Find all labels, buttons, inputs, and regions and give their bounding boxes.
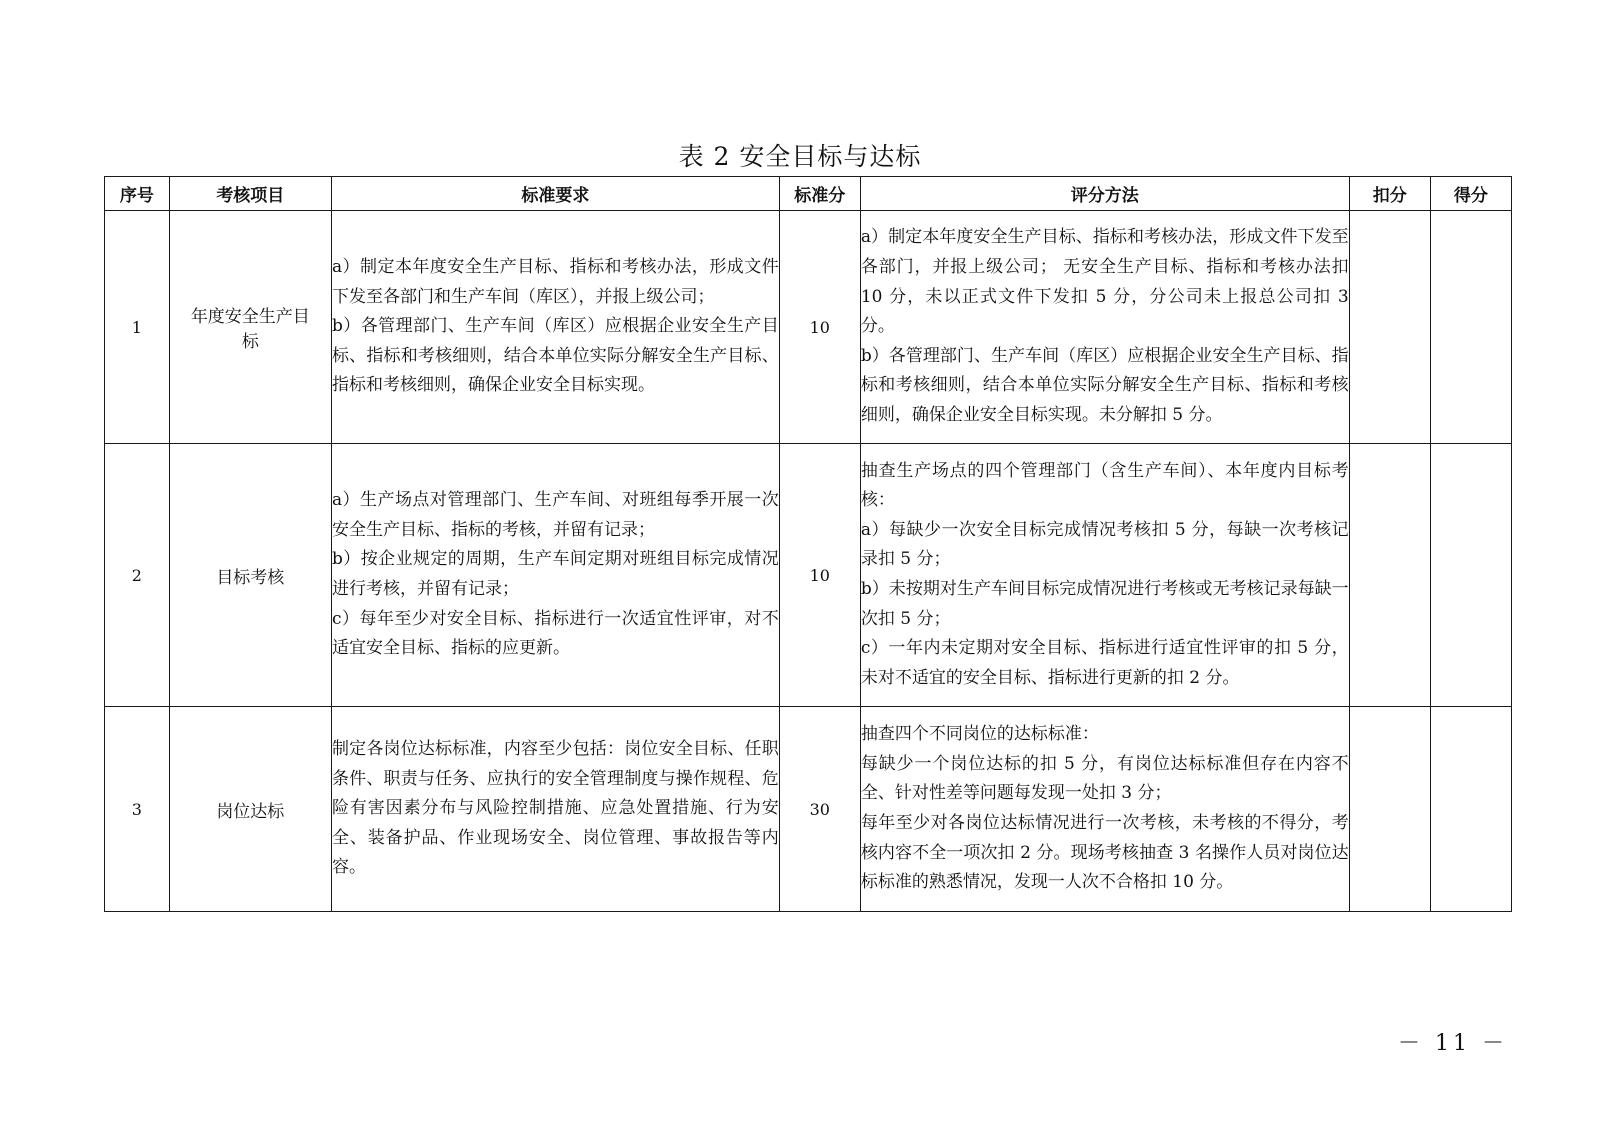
row-item-text: 岗位达标 <box>216 801 285 822</box>
requirement-line: b）按企业规定的周期，生产车间定期对班组目标完成情况进行考核，并留有记录； <box>331 549 779 599</box>
header-deduct: 扣分 <box>1349 177 1430 211</box>
assessment-table <box>104 176 1512 912</box>
method-line: a）每缺少一次安全目标完成情况考核扣 5 分，每缺一次考核记录扣 5 分； <box>860 519 1349 570</box>
header-item: 考核项目 <box>169 177 331 211</box>
header-score: 标准分 <box>779 177 860 211</box>
table-row <box>105 444 1512 707</box>
row-deduct <box>1349 211 1430 444</box>
row-item <box>169 444 331 707</box>
row-deduct <box>1349 444 1430 707</box>
row-score: 30 <box>779 707 860 912</box>
row-item <box>169 707 331 912</box>
row-score: 10 <box>779 444 860 707</box>
row-item <box>169 211 331 444</box>
header-index: 序号 <box>105 177 170 211</box>
header-requirement: 标准要求 <box>331 177 779 211</box>
method-line: c）一年内未定期对安全目标、指标进行适宜性评审的扣 5 分，未对不适宜的安全目标、指标进行更新的扣 2 分。 <box>860 638 1349 688</box>
row-requirement <box>331 707 779 912</box>
row-item-text: 年度安全生产目标 <box>190 307 310 352</box>
row-index: 2 <box>105 444 170 707</box>
row-method <box>860 707 1349 912</box>
requirement-line: a）制定本年度安全生产目标、指标和考核办法，形成文件下发至各部门和生产车间（库区），并报上级公司； <box>331 257 779 307</box>
table-title: 表 2 安全目标与达标 <box>678 142 922 171</box>
row-requirement <box>331 444 779 707</box>
requirement-line: a）生产场点对管理部门、生产车间、对班组每季开展一次安全生产目标、指标的考核，并留有记录； <box>331 490 779 540</box>
method-line: b）未按期对生产车间目标完成情况进行考核或无考核记录每缺一次扣 5 分； <box>860 579 1349 629</box>
row-item-text: 目标考核 <box>216 567 285 588</box>
row-index: 1 <box>105 211 170 444</box>
method-line: 抽查生产场点的四个管理部门（含生产车间）、本年度内目标考核： <box>860 460 1349 511</box>
table-row <box>105 707 1512 912</box>
method-line: b）各管理部门、生产车间（库区）应根据企业安全生产目标、指标和考核细则，结合本单位实际分解安全生产目标、指标和考核细则，确保企业安全目标实现。未分解扣 5 分。 <box>860 345 1349 425</box>
row-score: 10 <box>779 211 860 444</box>
row-result <box>1430 211 1511 444</box>
method-line: a）制定本年度安全生产目标、指标和考核办法，形成文件下发至各部门，并报上级公司； 无安全生产目标、指标和考核办法扣 10 分，未以正式文件下发扣 5 分，分公司未上报总公司扣 3 分。 <box>860 227 1349 337</box>
table-row <box>105 211 1512 444</box>
method-line: 抽查四个不同岗位的达标标准： <box>860 724 1099 745</box>
row-method <box>860 444 1349 707</box>
row-result <box>1430 707 1511 912</box>
page-number: － 11 － <box>1398 1031 1508 1056</box>
requirement-line: b）各管理部门、生产车间（库区）应根据企业安全生产目标、指标和考核细则，结合本单位实际分解安全生产目标、指标和考核细则，确保企业安全目标实现。 <box>331 316 779 396</box>
requirement-line: c）每年至少对安全目标、指标进行一次适宜性评审，对不适宜安全目标、指标的应更新。 <box>331 608 779 659</box>
row-requirement <box>331 211 779 444</box>
row-index: 3 <box>105 707 170 912</box>
row-deduct <box>1349 707 1430 912</box>
method-line: 每年至少对各岗位达标情况进行一次考核，未考核的不得分，考核内容不全一项次扣 2 分。现场考核抽查 3 名操作人员对岗位达标标准的熟悉情况，发现一人次不合格扣 10 分。 <box>860 813 1349 893</box>
header-method: 评分方法 <box>860 177 1349 211</box>
row-method <box>860 211 1349 444</box>
row-result <box>1430 444 1511 707</box>
method-line: 每缺少一个岗位达标的扣 5 分，有岗位达标标准但存在内容不全、针对性差等问题每发现一处扣 3 分； <box>860 753 1349 804</box>
header-result: 得分 <box>1430 177 1511 211</box>
requirement-line: 制定各岗位达标标准，内容至少包括：岗位安全目标、任职条件、职责与任务、应执行的安全管理制度与操作规程、危险有害因素分布与风险控制措施、应急处置措施、行为安全、装备护品、作业现场安全、岗位管理、事故报告等内容。 <box>331 739 779 878</box>
header-row <box>105 177 1512 211</box>
